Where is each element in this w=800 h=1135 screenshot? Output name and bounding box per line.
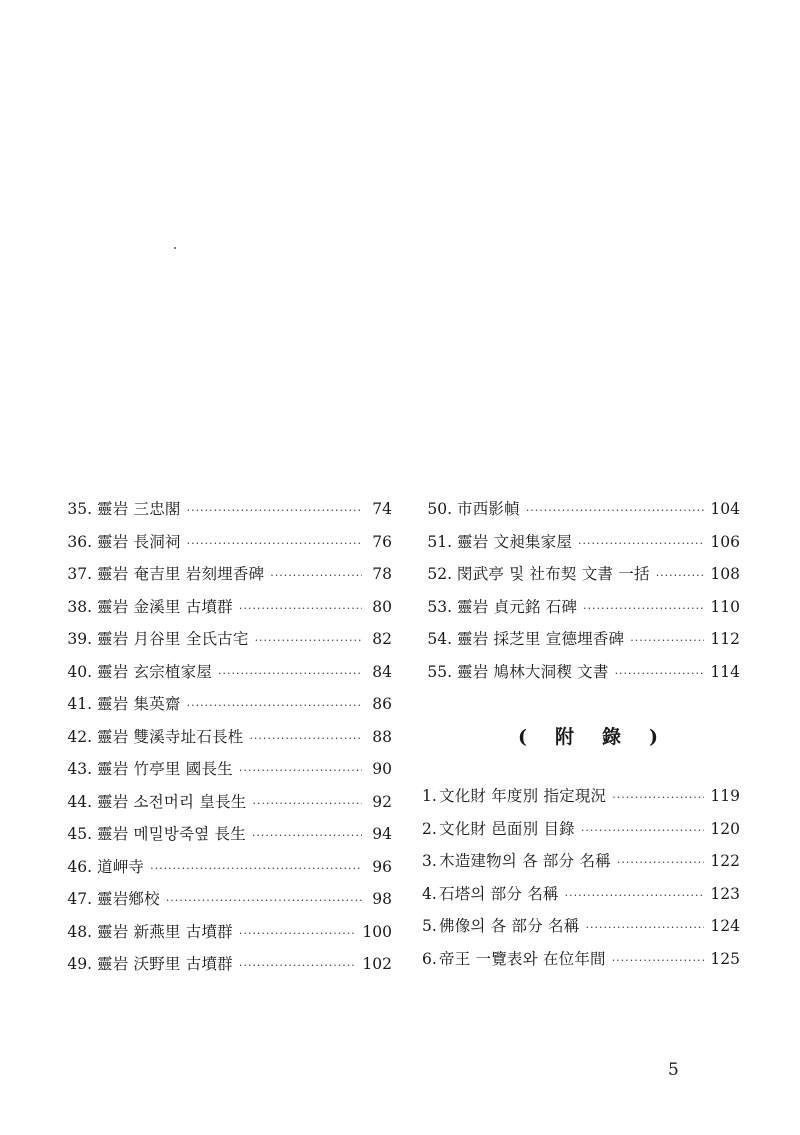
entry-number: 47. (67, 890, 92, 908)
toc-entry[interactable] (422, 623, 740, 656)
entry-page: 100 (362, 922, 392, 941)
dot-leader (252, 820, 362, 853)
entry-title: 靈岩 三忠閣 (97, 500, 181, 518)
toc-entry[interactable] (62, 786, 392, 819)
entry-number: 48. (67, 922, 92, 941)
entry-number: 2. (422, 819, 437, 838)
entry-page: 78 (372, 565, 392, 583)
entry-title: 靈岩 玄宗植家屋 (97, 662, 213, 681)
entry-number: 41. (67, 695, 92, 713)
entry-page: 92 (372, 792, 392, 811)
appendix-entry[interactable] (422, 780, 740, 813)
dot-leader (239, 950, 357, 983)
appendix-heading-char-2: 錄 (601, 726, 621, 748)
entry-title: 閔武亭 및 社布契 文書 一括 (457, 565, 650, 583)
dot-leader (617, 847, 705, 880)
dot-leader (526, 495, 705, 528)
entry-number: 51. (427, 532, 452, 551)
entry-page: 112 (710, 630, 740, 648)
dot-leader (252, 788, 362, 821)
toc-entry[interactable] (422, 493, 740, 526)
entry-number: 40. (67, 662, 92, 681)
dot-leader (583, 593, 704, 626)
entry-title: 靈岩 月谷里 全氏古宅 (97, 630, 249, 648)
entry-number: 36. (67, 532, 92, 551)
entry-page: 106 (710, 532, 740, 551)
dot-leader (150, 853, 362, 886)
entry-page: 114 (710, 662, 740, 681)
entry-page: 90 (372, 760, 392, 778)
entry-title: 靈岩 奄吉里 岩刻埋香碑 (97, 565, 265, 583)
entry-number: 52. (427, 565, 452, 583)
entry-title: 道岬寺 (97, 857, 145, 876)
entry-number: 44. (67, 792, 92, 811)
dot-leader (578, 528, 704, 561)
entry-number: 6. (422, 949, 437, 968)
entry-number: 1. (422, 787, 437, 805)
entry-title: 靈岩 採芝里 宣德埋香碑 (457, 630, 625, 648)
entry-page: 76 (372, 532, 392, 551)
page-number: 5 (668, 1060, 679, 1080)
toc-entry[interactable] (62, 818, 392, 851)
entry-page: 102 (362, 955, 392, 973)
toc-entry[interactable] (62, 721, 392, 754)
entry-number: 55. (427, 662, 452, 681)
entry-page: 125 (710, 949, 740, 968)
toc-entry[interactable] (422, 558, 740, 591)
entry-page: 80 (372, 597, 392, 616)
appendix-heading (518, 722, 658, 752)
entry-page: 110 (710, 597, 740, 616)
toc-entry[interactable] (62, 916, 392, 949)
entry-page: 74 (372, 500, 392, 518)
toc-entry[interactable] (422, 591, 740, 624)
entry-number: 53. (427, 597, 452, 616)
toc-entry[interactable] (62, 656, 392, 689)
dot-leader (585, 912, 704, 945)
entry-title: 靈岩 雙溪寺址石長栍 (97, 727, 244, 746)
entry-number: 42. (67, 727, 92, 746)
entry-title: 帝王 一覽表와 在位年間 (439, 949, 606, 968)
entry-page: 120 (710, 819, 740, 838)
entry-title: 木造建物의 各 部分 名稱 (439, 852, 611, 870)
entry-page: 122 (710, 852, 740, 870)
entry-page: 82 (372, 630, 392, 648)
entry-number: 5. (422, 917, 437, 935)
toc-entry[interactable] (62, 558, 392, 591)
appendix-entry[interactable] (422, 878, 740, 911)
dot-leader (565, 880, 705, 913)
dot-leader (239, 918, 357, 951)
entry-page: 104 (710, 500, 740, 518)
dot-leader (187, 495, 362, 528)
appendix-entry[interactable] (422, 813, 740, 846)
dot-leader (187, 528, 362, 561)
toc-entry[interactable] (62, 688, 392, 721)
appendix-entry[interactable] (422, 943, 740, 976)
entry-title: 靈岩 소전머리 皇長生 (97, 792, 247, 811)
entry-page: 88 (372, 727, 392, 746)
dot-leader (612, 945, 705, 978)
entry-page: 86 (372, 695, 392, 713)
entry-title: 靈岩 集英齋 (97, 695, 181, 713)
entry-title: 市西影幀 (457, 500, 520, 518)
toc-entry[interactable] (422, 656, 740, 689)
entry-title: 靈岩 沃野里 古墳群 (97, 955, 233, 973)
entry-page: 96 (372, 857, 392, 876)
toc-right-column (422, 493, 740, 688)
entry-page: 98 (372, 890, 392, 908)
dot-leader (581, 815, 705, 848)
dot-leader (187, 690, 362, 723)
appendix-list (422, 780, 740, 975)
toc-entry[interactable] (62, 948, 392, 981)
entry-title: 靈岩 鳩林大洞稧 文書 (457, 662, 609, 681)
appendix-open-paren: ( (518, 726, 527, 748)
entry-title: 靈岩 메밀방죽옆 長生 (97, 825, 246, 843)
toc-entry[interactable] (62, 526, 392, 559)
entry-number: 54. (427, 630, 452, 648)
dot-leader (270, 560, 362, 593)
dot-leader (656, 560, 705, 593)
toc-entry[interactable] (62, 851, 392, 884)
toc-entry[interactable] (62, 493, 392, 526)
dot-leader (239, 593, 362, 626)
entry-number: 38. (67, 597, 92, 616)
entry-page: 119 (710, 787, 740, 805)
entry-title: 靈岩 貞元銘 石碑 (457, 597, 578, 616)
dot-leader (249, 723, 362, 756)
entry-title: 靈岩 文昶集家屋 (457, 532, 573, 551)
entry-page: 94 (372, 825, 392, 843)
toc-entry[interactable] (62, 883, 392, 916)
entry-page: 84 (372, 662, 392, 681)
entry-number: 4. (422, 884, 437, 903)
toc-entry[interactable] (62, 591, 392, 624)
entry-title: 靈岩 金溪里 古墳群 (97, 597, 233, 616)
appendix-entry[interactable] (422, 845, 740, 878)
entry-number: 43. (67, 760, 92, 778)
toc-entry[interactable] (62, 753, 392, 786)
appendix-heading-char-1: 附 (554, 726, 574, 748)
entry-page: 124 (710, 917, 740, 935)
entry-title: 佛像의 各 部分 名稱 (439, 917, 580, 935)
entry-title: 靈岩鄕校 (97, 890, 160, 908)
entry-number: 37. (67, 565, 92, 583)
entry-title: 靈岩 長洞祠 (97, 532, 181, 551)
toc-entry[interactable] (422, 526, 740, 559)
dot-leader (218, 658, 362, 691)
entry-number: 45. (67, 825, 92, 843)
appendix-entry[interactable] (422, 910, 740, 943)
toc-entry[interactable] (62, 623, 392, 656)
entry-number: 50. (427, 500, 452, 518)
toc-left-column (62, 493, 392, 981)
appendix-close-paren: ) (648, 726, 658, 748)
dot-leader (255, 625, 362, 658)
entry-title: 石塔의 部分 名稱 (439, 884, 559, 903)
dot-leader (630, 625, 704, 658)
entry-title: 文化財 邑面別 目錄 (439, 819, 575, 838)
entry-title: 靈岩 新燕里 古墳群 (97, 922, 233, 941)
entry-title: 文化財 年度別 指定現況 (439, 787, 607, 805)
scan-speck (174, 247, 176, 249)
entry-title: 靈岩 竹亭里 國長生 (97, 760, 233, 778)
entry-page: 123 (710, 884, 740, 903)
dot-leader (612, 782, 704, 815)
entry-number: 3. (422, 852, 437, 870)
entry-page: 108 (710, 565, 740, 583)
dot-leader (239, 755, 362, 788)
entry-number: 39. (67, 630, 92, 648)
entry-number: 35. (67, 500, 92, 518)
dot-leader (166, 885, 362, 918)
dot-leader (615, 658, 705, 691)
entry-number: 46. (67, 857, 92, 876)
entry-number: 49. (67, 955, 92, 973)
